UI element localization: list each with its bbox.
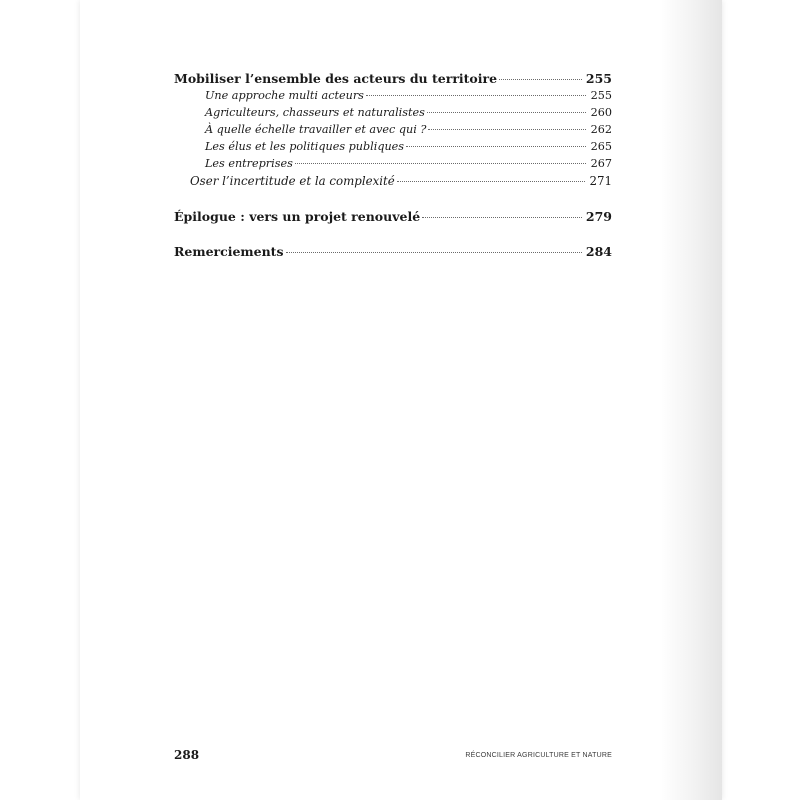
toc-entry-title: Les entreprises	[205, 157, 293, 170]
page-gutter-shadow	[660, 0, 722, 800]
toc-entry-page: 260	[590, 106, 612, 119]
toc-entry-approche-multi-acteurs	[174, 87, 612, 104]
toc-leader-dots	[428, 129, 586, 130]
toc-entry-page: 279	[585, 209, 612, 224]
running-head: RÉCONCILIER AGRICULTURE ET NATURE	[465, 752, 612, 759]
toc-entry-title: Une approche multi acteurs	[205, 89, 364, 102]
toc-leader-dots	[295, 163, 586, 164]
toc-entry-title: Mobiliser l’ensemble des acteurs du territoire	[174, 71, 498, 86]
toc-entry-page: 262	[590, 123, 612, 136]
toc-entry-remerciements	[174, 243, 612, 260]
toc-entry-title: Remerciements	[174, 244, 284, 259]
toc-entry-echelle	[174, 121, 612, 138]
toc-entry-title: Épilogue : vers un projet renouvelé	[174, 209, 421, 224]
toc-entry-page: 284	[585, 244, 612, 259]
toc-entry-page: 267	[590, 157, 612, 170]
book-page	[80, 0, 722, 800]
toc-entry-page: 265	[590, 140, 612, 153]
toc-leader-dots	[366, 95, 586, 96]
toc-entry-title: Agriculteurs, chasseurs et naturalistes	[205, 106, 425, 119]
toc-leader-dots	[499, 79, 582, 80]
toc-leader-dots	[422, 217, 582, 218]
toc-entry-epilogue	[174, 208, 612, 225]
table-of-contents	[174, 70, 612, 260]
toc-entry-oser-incertitude	[174, 172, 612, 190]
toc-leader-dots	[286, 252, 582, 253]
toc-entry-agriculteurs	[174, 104, 612, 121]
toc-entry-page: 255	[585, 71, 612, 86]
toc-entry-entreprises	[174, 155, 612, 172]
toc-entry-title: Les élus et les politiques publiques	[205, 140, 405, 153]
toc-entry-page: 255	[590, 89, 612, 102]
toc-entry-elus	[174, 138, 612, 155]
toc-entry-title: À quelle échelle travailler et avec qui ?	[205, 123, 427, 136]
toc-leader-dots	[406, 146, 586, 147]
toc-leader-dots	[427, 112, 586, 113]
toc-leader-dots	[397, 181, 586, 182]
toc-entry-mobiliser	[174, 70, 612, 87]
toc-entry-title: Oser l’incertitude et la complexité	[190, 174, 395, 188]
toc-entry-page: 271	[589, 174, 612, 188]
page-number: 288	[174, 748, 200, 762]
